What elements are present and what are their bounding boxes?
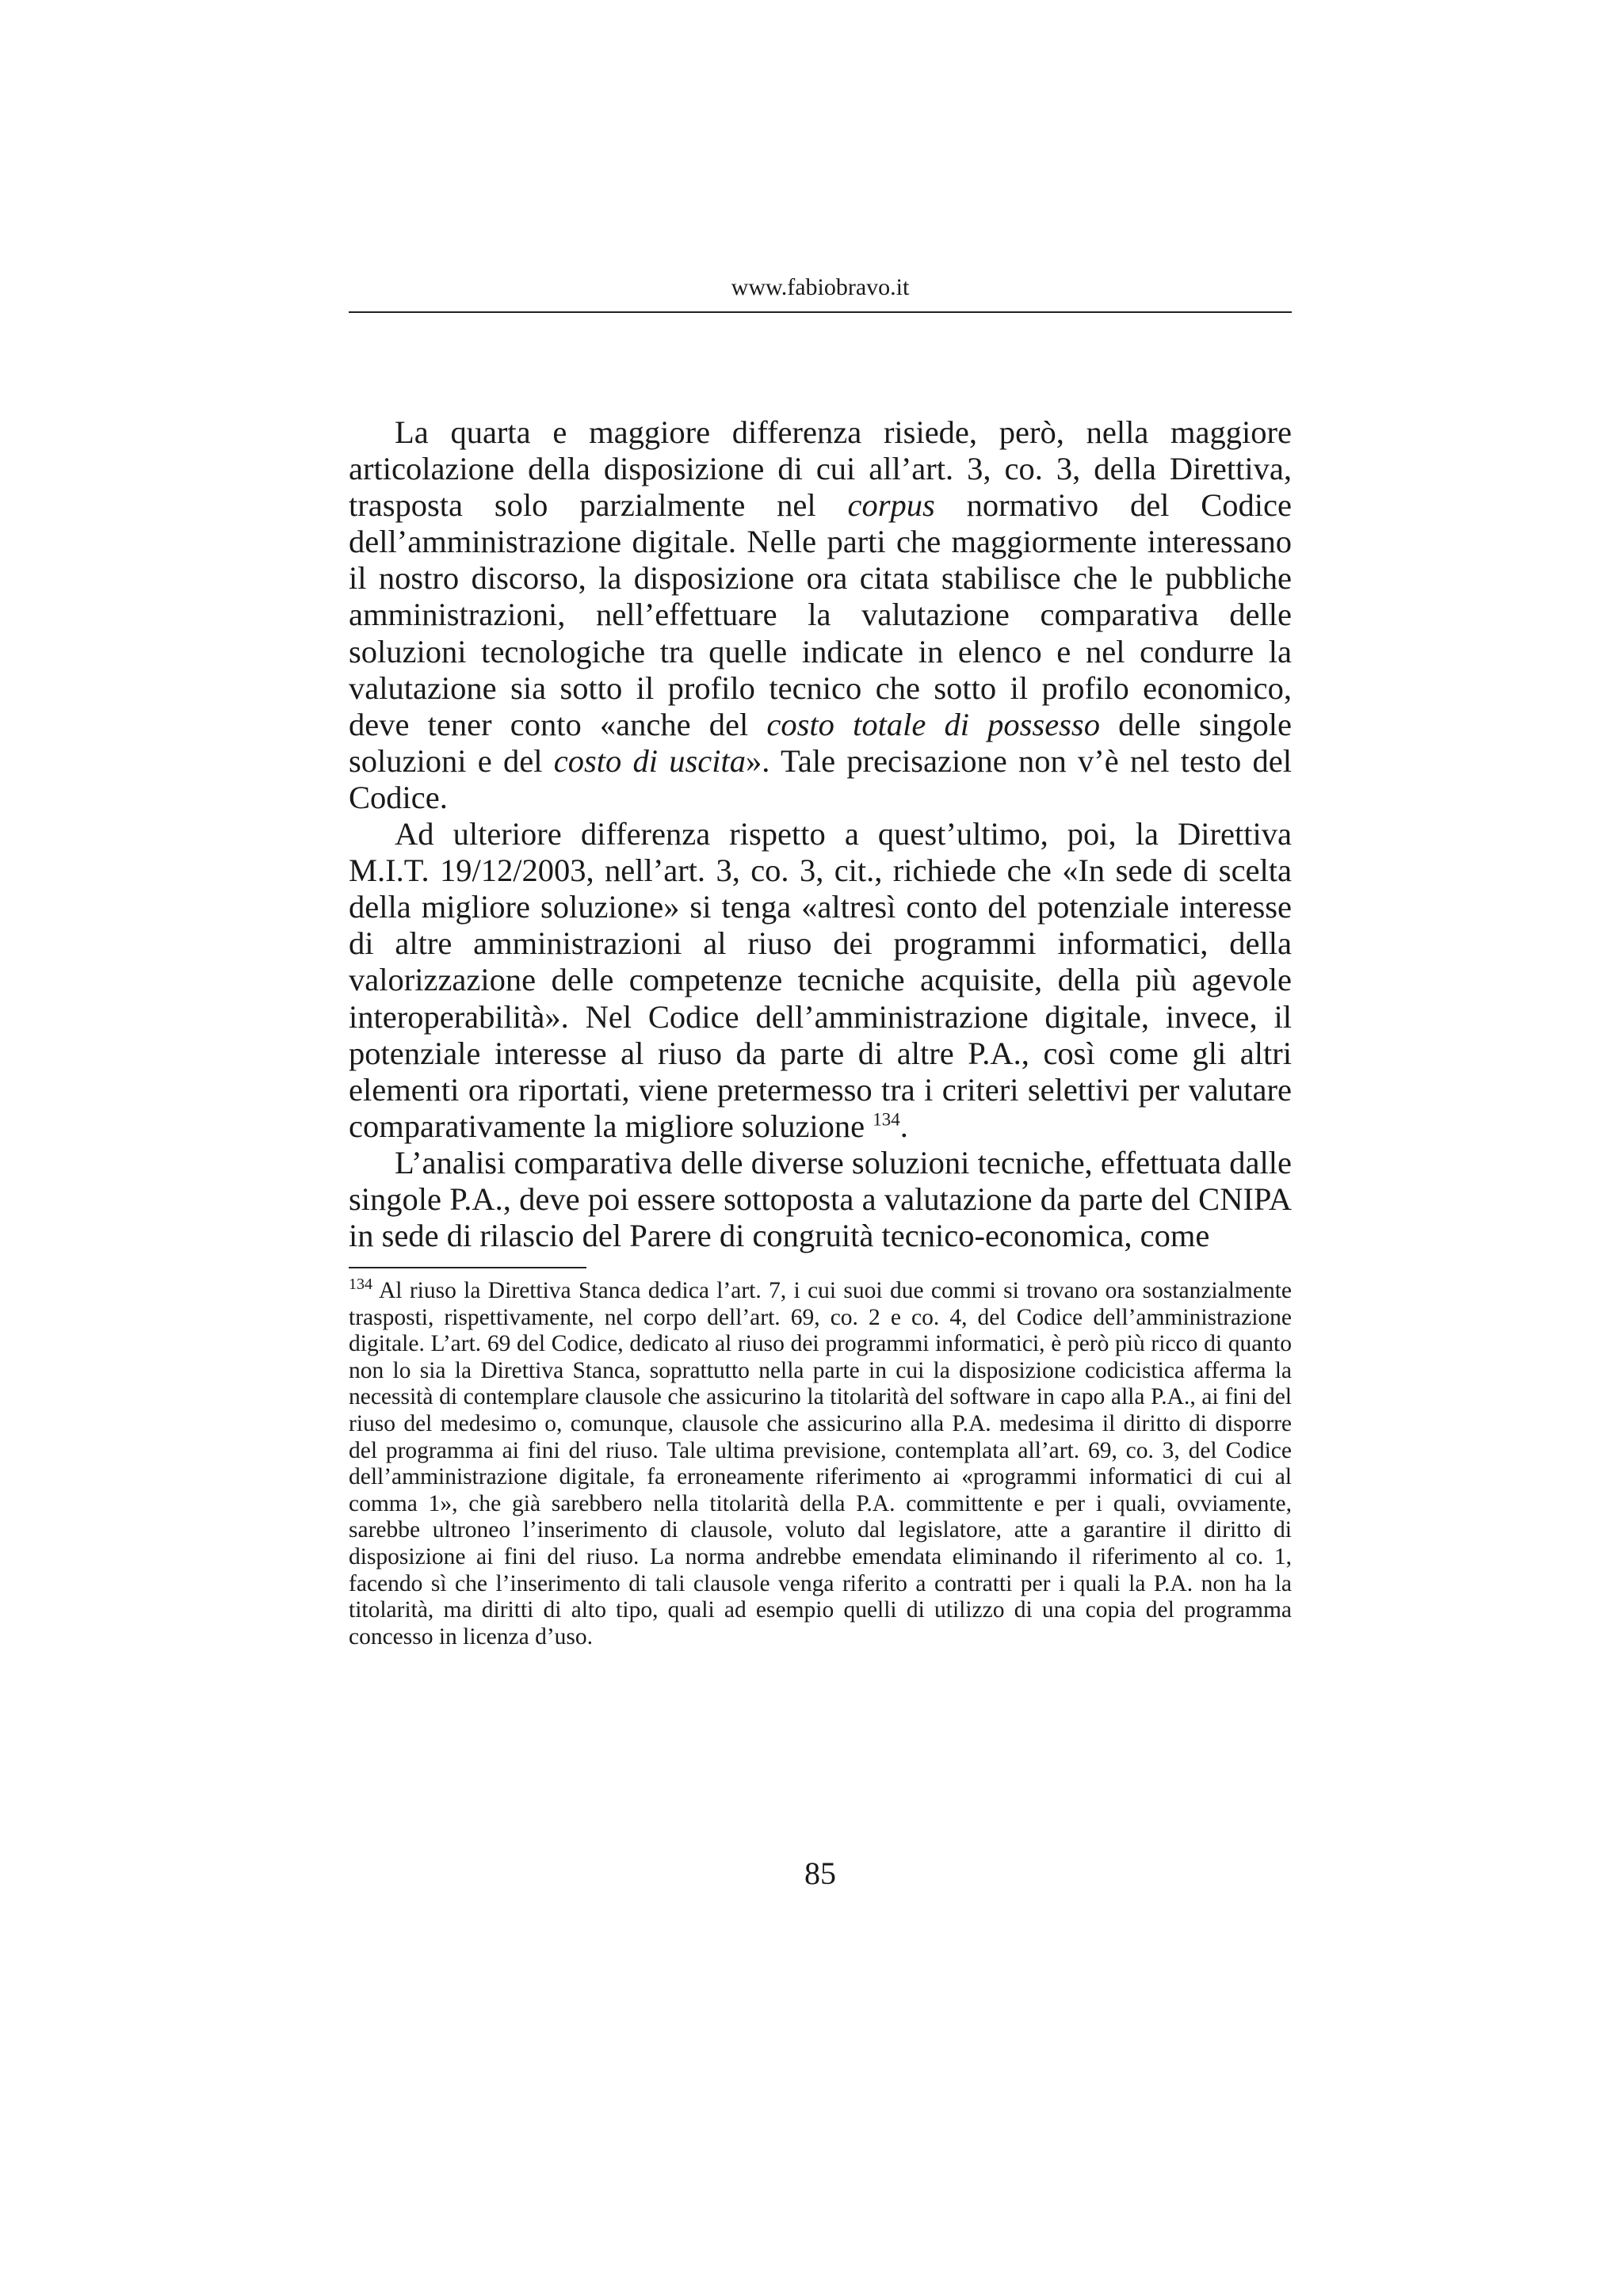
main-body-text xyxy=(349,414,1292,1254)
paragraph-3-text: L’analisi comparativa delle diverse soluzioni tecniche, effettuata dalle singole P.A., deve poi essere sottoposta a valutazione da parte del CNIPA in sede di rilascio del Parere di congruità tecnico-economica, come xyxy=(349,1144,1292,1254)
header-url: www.fabiobravo.it xyxy=(731,274,910,300)
paragraph-1-text-c: delle singole soluzioni e del xyxy=(349,706,1293,779)
paragraph-1-text-a: La quarta e maggiore differenza risiede, però, nella maggiore articolazione della disposizione di cui all’art. 3, co. 3, della Direttiva, trasposta solo parzialmente nel xyxy=(349,414,1292,524)
italic-corpus: corpus xyxy=(847,487,935,524)
italic-costo-totale: costo totale di possesso xyxy=(766,706,1100,742)
page-header xyxy=(349,273,1292,313)
paragraph-3 xyxy=(349,1145,1292,1254)
paragraph-1-text-d: ». Tale precisazione non v’è nel testo del Codice. xyxy=(349,742,1292,815)
paragraph-2 xyxy=(349,816,1292,1145)
footnote-text: Al riuso la Direttiva Stanca dedica l’art. 7, i cui suoi due commi si trovano ora sostanzialmente trasposti, rispettivamente, nel corpo dell’art. 69, co. 2 e co. 4, del Codice dell’amministrazione digitale. L’art. 69 del Codice, dedicato al riuso dei programmi informatici, è però più ricco di quanto non lo sia la Direttiva Stanca, soprattutto nella parte in cui la disposizione codicistica afferma la necessità di contemplare clausole che assicurino la titolarità del software in capo alla P.A., ai fini del riuso del medesimo o, comunque, clausole che assicurino alla P.A. medesima il diritto di disporre del programma ai fini del riuso. Tale ultima previsione, contemplata all’art. 69, co. 3, del Codice dell’amministrazione digitale, fa erroneamente riferimento ai «programmi informatici di cui al comma 1», che già sarebbero nella titolarità della P.A. committente e per i quali, ovviamente, sarebbe ultroneo l’inserimento di clausole, voluto dal legislatore, atte a garantire il diritto di disposizione ai fini del riuso. La norma andrebbe emendata eliminando il riferimento al co. 1, facendo sì che l’inserimento di tali clausole venga riferito a contratti per i quali la P.A. non ha la titolarità, ma diritti di alto tipo, quali ad esempio quelli di utilizzo di una copia del programma concesso in licenza d’uso. xyxy=(349,1278,1292,1650)
paragraph-2-text-b: . xyxy=(899,1108,908,1144)
paragraph-1-text-b: normativo del Codice dell’amministrazione digitale. Nelle parti che maggiormente interessano il nostro discorso, la disposizione ora citata stabilisce che le pubbliche amministrazioni, nell’effettuare la valutazione comparativa delle soluzioni tecnologiche tra quelle indicate in elenco e nel condurre la valutazione sia sotto il profilo tecnico che sotto il profilo economico, deve tener conto «anche del xyxy=(349,487,1292,742)
page-number: 85 xyxy=(804,1855,836,1891)
footnote-paragraph xyxy=(349,1278,1292,1650)
footnote-number: 134 xyxy=(349,1276,372,1294)
paragraph-1 xyxy=(349,414,1292,816)
italic-costo-uscita: costo di uscita xyxy=(553,742,747,779)
paragraph-2-text-a: Ad ulteriore differenza rispetto a quest’ultimo, poi, la Direttiva M.I.T. 19/12/2003, nell’art. 3, co. 3, cit., richiede che «In sede di scelta della migliore soluzione» si tenga «altresì conto del potenziale interesse di altre amministrazioni al riuso dei programmi informatici, della valorizzazione delle competenze tecniche acquisite, della più agevole interoperabilità». Nel Codice dell’amministrazione digitale, invece, il potenziale interesse al riuso da parte di altre P.A., così come gli altri elementi ora riportati, viene pretermesso tra i criteri selettivi per valutare comparativamente la migliore soluzione xyxy=(349,816,1292,1144)
footnote xyxy=(349,1278,1292,1650)
footnote-reference[interactable]: 134 xyxy=(873,1109,900,1130)
footnote-divider xyxy=(349,1267,586,1268)
